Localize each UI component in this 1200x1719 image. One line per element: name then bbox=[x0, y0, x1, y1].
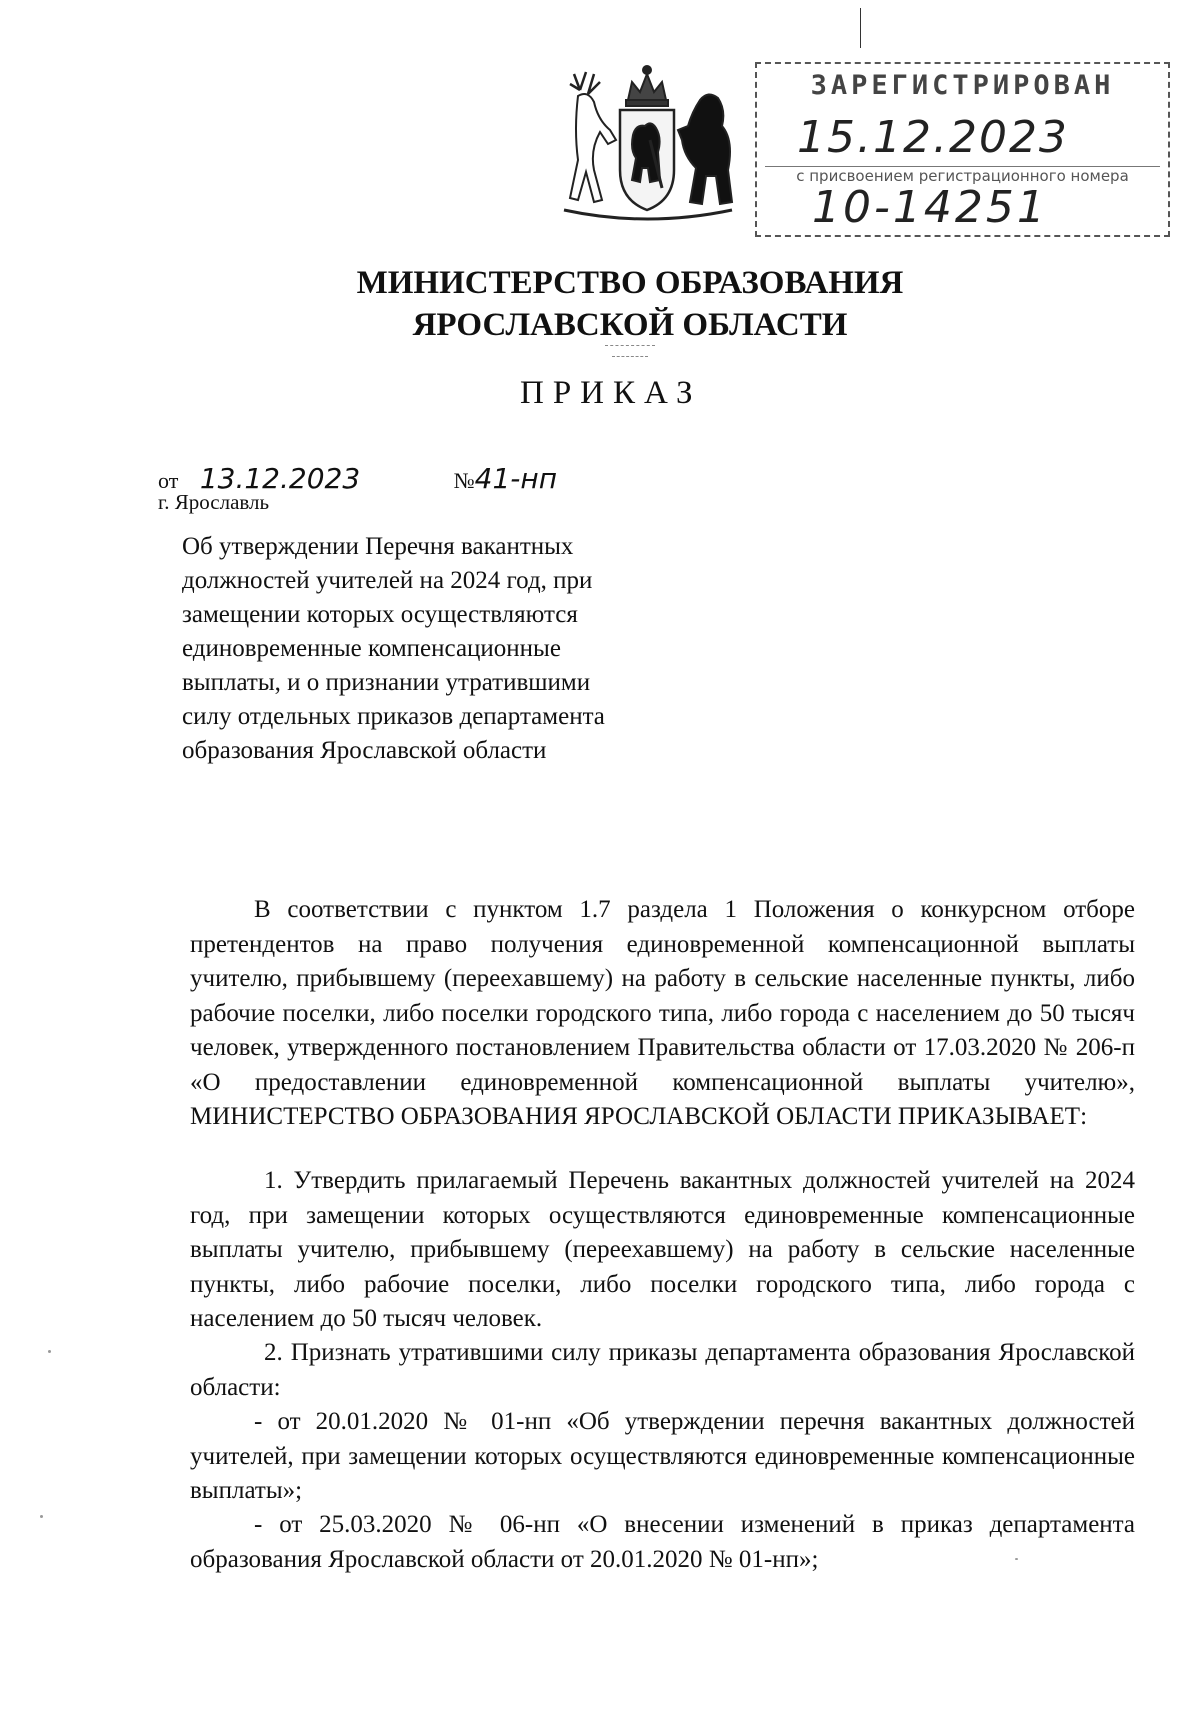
scan-mark bbox=[860, 8, 861, 48]
preamble-paragraph: В соответствии с пунктом 1.7 раздела 1 Положения о конкурсном отборе претендентов на право получения единовременной компенсационной выплаты учителю, прибывшему (переехавшему) на работу в сельские населенные пункты, либо рабочие поселки, либо поселки городского типа, либо города с населением до 50 тысяч человек, утвержденного постановлением Правительства области от 17.03.2020 № 206-п «О предоставлении единовременной компенсационной выплаты учителю», МИНИСТЕРСТВО ОБРАЗОВАНИЯ ЯРОСЛАВСКОЙ ОБЛАСТИ ПРИКАЗЫВАЕТ: bbox=[190, 896, 1135, 1130]
scan-speck bbox=[48, 1350, 51, 1353]
date-prefix: от bbox=[158, 468, 179, 493]
item-2b-paragraph: - от 25.03.2020 № 06-нп «О внесении изменений в приказ департамента образования Ярославской области от 20.01.2020 № 01-нп»; bbox=[190, 1511, 1135, 1573]
registration-stamp bbox=[755, 62, 1170, 237]
divider bbox=[612, 356, 648, 357]
stamp-title: ЗАРЕГИСТРИРОВАН bbox=[810, 70, 1115, 101]
scan-speck bbox=[1015, 1558, 1018, 1560]
stamp-subtitle: с присвоением регистрационного номера bbox=[765, 166, 1160, 185]
coat-of-arms-icon bbox=[550, 60, 745, 225]
order-subject: Об утверждении Перечня вакантных должностей учителей на 2024 год, при замещении которых осуществляются единовременные компенсационные выплаты, и о признании утратившими силу отдельных приказов департамента образования Ярославской области bbox=[182, 533, 605, 764]
ministry-title bbox=[300, 262, 960, 346]
item-1-paragraph: 1. Утвердить прилагаемый Перечень вакантных должностей учителей на 2024 год, при замещении которых осуществляются единовременные компенсационные выплаты учителю, прибывшему (переехавшему) на работу в сельские населенные пункты, либо рабочие поселки, либо поселки городского типа, либо города с населением до 50 тысяч человек. bbox=[190, 1167, 1135, 1332]
city: г. Ярославль bbox=[158, 490, 270, 514]
ministry-title-line-2: ЯРОСЛАВСКОЙ ОБЛАСТИ bbox=[412, 307, 848, 343]
order-number: 41-нп bbox=[474, 462, 558, 495]
number-prefix: № bbox=[453, 468, 475, 493]
document-type: ПРИКАЗ bbox=[520, 375, 702, 411]
stamp-registration-number: 10-14251 bbox=[812, 182, 1048, 233]
stamp-date: 15.12.2023 bbox=[797, 112, 1069, 163]
item-2a-paragraph: - от 20.01.2020 № 01-нп «Об утверждении перечня вакантных должностей учителей, при замещении которых осуществляются единовременные компенсационные выплаты»; bbox=[190, 1408, 1135, 1504]
item-2-paragraph: 2. Признать утратившими силу приказы департамента образования Ярославской области: bbox=[190, 1339, 1135, 1401]
divider bbox=[605, 345, 655, 346]
order-date: 13.12.2023 bbox=[199, 462, 361, 495]
ministry-title-line-1: МИНИСТЕРСТВО ОБРАЗОВАНИЯ bbox=[356, 265, 904, 301]
scan-speck bbox=[40, 1515, 43, 1518]
